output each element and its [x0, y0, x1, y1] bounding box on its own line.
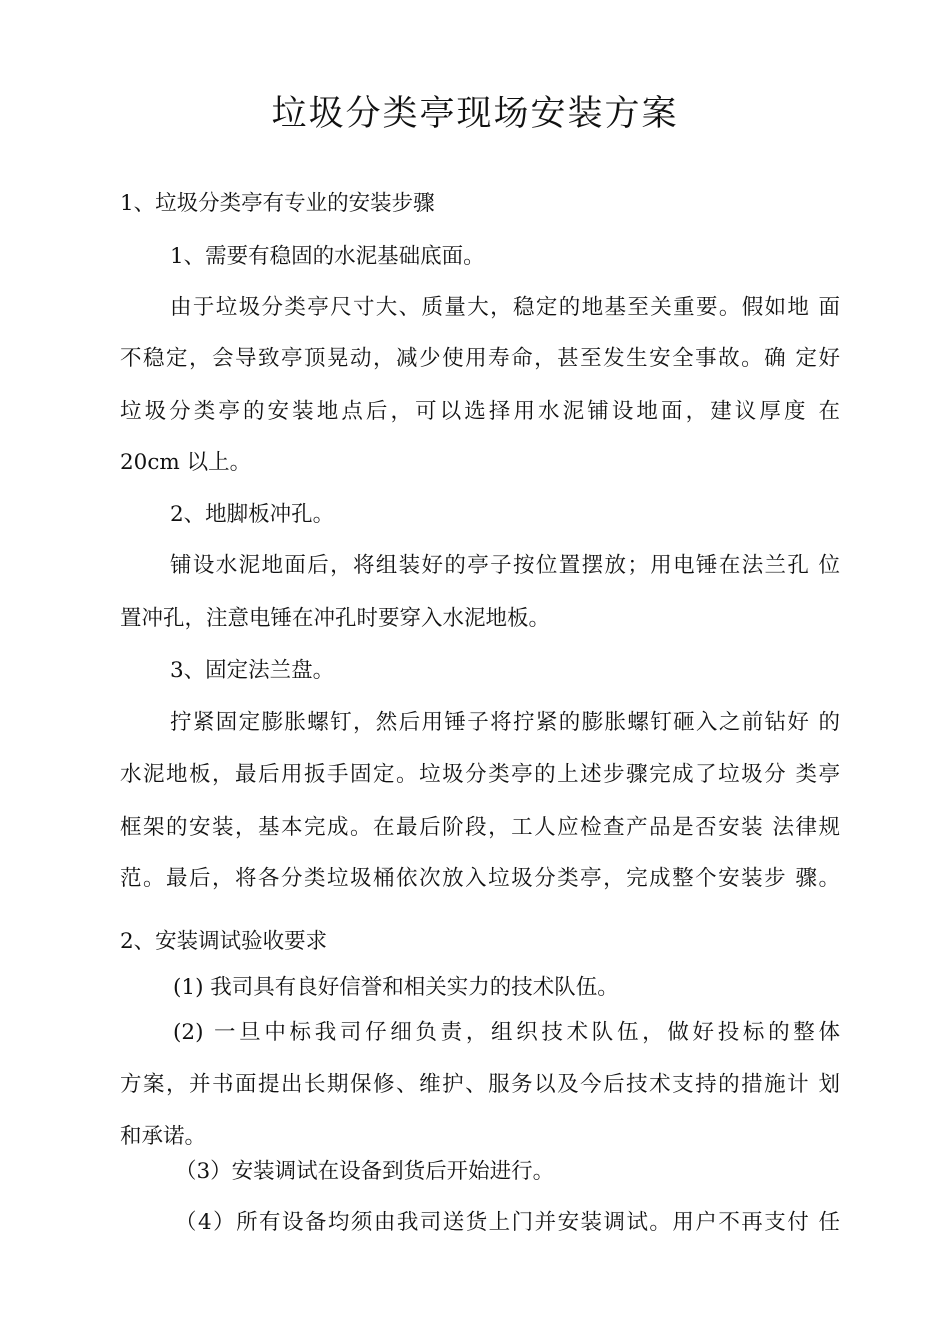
requirement-item-3: （3）安装调试在设备到货后开始进行。 [175, 1159, 555, 1184]
section1-heading: 1、垃圾分类亭有专业的安装步骤 [120, 191, 435, 216]
step1-paragraph-line: 由于垃圾分类亭尺寸大、质量大，稳定的地基至关重要。假如地 面 [170, 295, 840, 320]
section2-heading: 2、安装调试验收要求 [120, 929, 328, 954]
step1-paragraph-line: 垃圾分类亭的安装地点后，可以选择用水泥铺设地面，建议厚度 在 [120, 399, 840, 424]
requirement-item-2-line: 方案，并书面提出长期保修、维护、服务以及今后技术支持的措施计 划 [120, 1072, 840, 1097]
step3-paragraph-line: 水泥地板，最后用扳手固定。垃圾分类亭的上述步骤完成了垃圾分 类亭 [120, 762, 840, 787]
step1-heading: 1、需要有稳固的水泥基础底面。 [170, 244, 485, 269]
step3-paragraph-line: 范。最后，将各分类垃圾桶依次放入垃圾分类亭，完成整个安装步 骤。 [120, 866, 840, 891]
requirement-item-2-line: 和承诺。 [120, 1124, 207, 1149]
step2-heading: 2、地脚板冲孔。 [170, 502, 335, 527]
step3-paragraph-line: 拧紧固定膨胀螺钉，然后用锤子将拧紧的膨胀螺钉砸入之前钻好 的 [170, 710, 840, 735]
document-title: 垃圾分类亭现场安装方案 [271, 94, 679, 134]
step1-paragraph-line: 20cm 以上。 [120, 450, 252, 475]
step2-paragraph-line: 置冲孔，注意电锤在冲孔时要穿入水泥地板。 [120, 606, 551, 631]
step1-paragraph-line: 不稳定，会导致亭顶晃动，减少使用寿命，甚至发生安全事故。确 定好 [120, 346, 840, 371]
step3-paragraph-line: 框架的安装，基本完成。在最后阶段，工人应检查产品是否安装 法律规 [120, 815, 840, 840]
requirement-item-1: (1) 我司具有良好信誉和相关实力的技术队伍。 [173, 975, 619, 1000]
step3-heading: 3、固定法兰盘。 [170, 658, 335, 683]
requirement-item-4-line: （4）所有设备均须由我司送货上门并安装调试。用户不再支付 任 [175, 1210, 840, 1235]
requirement-item-2-line: (2) 一旦中标我司仔细负责，组织技术队伍，做好投标的整体 [173, 1020, 840, 1045]
step2-paragraph-line: 铺设水泥地面后，将组装好的亭子按位置摆放；用电锤在法兰孔 位 [170, 553, 840, 578]
